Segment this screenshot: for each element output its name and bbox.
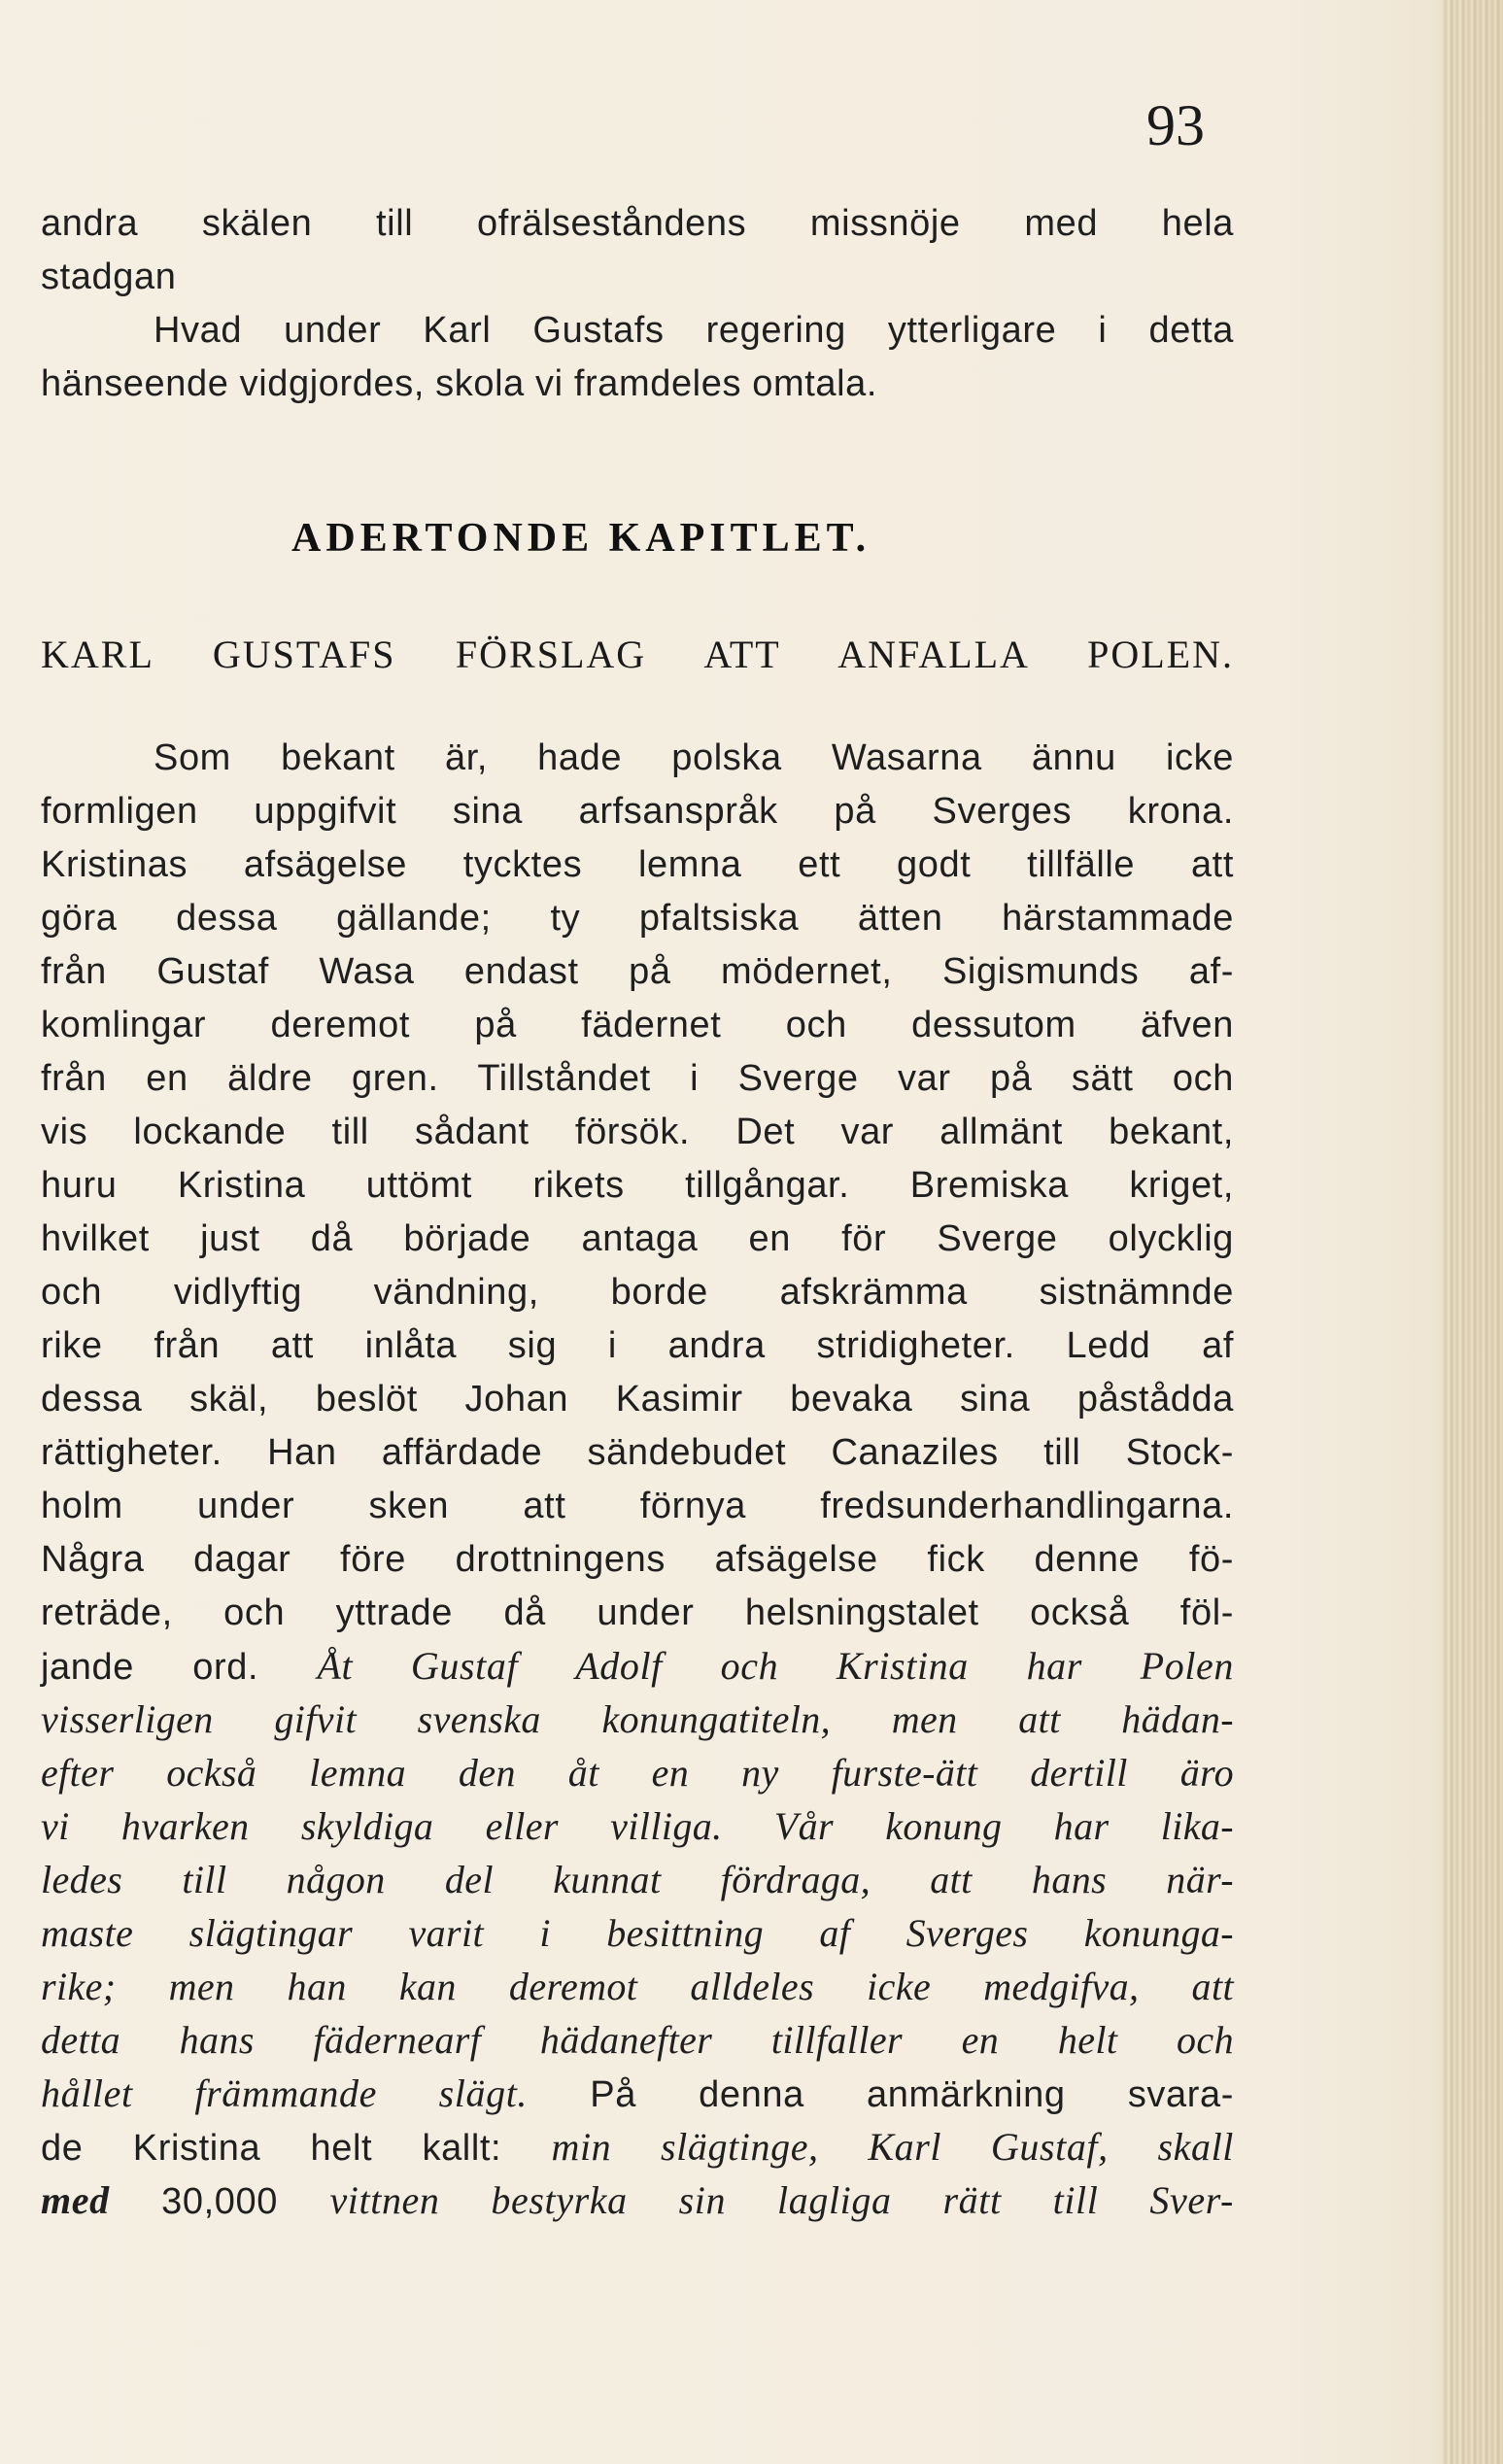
italic-line: detta hans fädernearf hädanefter tillfaller en helt och (41, 2018, 1234, 2062)
roman-segment: På denna anmärkning svara- (528, 2074, 1234, 2115)
body-line: holm under sken att förnya fredsunderhandlingarna. (41, 1486, 1234, 1526)
italic-segment: med (41, 2178, 110, 2222)
body-line: från Gustaf Wasa endast på mödernet, Sigismunds af- (41, 951, 1234, 992)
body-line: komlingar deremot på fädernet och dessutom äfven (41, 1005, 1234, 1045)
body-line: Som bekant är, hade polska Wasarna ännu icke (154, 737, 1234, 778)
italic-line: ledes till någon del kunnat fördraga, att hans när- (41, 1858, 1234, 1901)
italic-segment: min slägtinge, Karl Gustaf, skall (551, 2125, 1234, 2169)
mixed-line (41, 1642, 1234, 1691)
body-line: och vidlyftig vändning, borde afskrämma sistnämnde (41, 1272, 1234, 1313)
body-line: göra dessa gällande; ty pfaltsiska ätten härstammade (41, 898, 1234, 939)
italic-line: vi hvarken skyldiga eller villiga. Vår konung har lika- (41, 1804, 1234, 1848)
italic-segment: Åt Gustaf Adolf och Kristina har Polen (317, 1644, 1234, 1688)
body-line: huru Kristina uttömt rikets tillgångar. Bremiska kriget, (41, 1165, 1234, 1206)
body-line: hvilket just då började antaga en för Sverge olycklig (41, 1218, 1234, 1259)
body-line: Några dagar före drottningens afsägelse fick denne fö- (41, 1539, 1234, 1580)
roman-segment: de Kristina helt kallt: (41, 2128, 552, 2169)
body-line: reträde, och yttrade då under helsningstalet också föl- (41, 1592, 1234, 1633)
body-line: vis lockande till sådant försök. Det var allmänt bekant, (41, 1112, 1234, 1152)
italic-line: maste slägtingar varit i besittning af Sverges konunga- (41, 1911, 1234, 1955)
intro-line: hänseende vidgjordes, skola vi framdeles omtala. (41, 363, 878, 404)
body-line: formligen uppgifvit sina arfsanspråk på Sverges krona. (41, 791, 1234, 832)
mixed-line (41, 2176, 1234, 2225)
page-edge (1443, 0, 1503, 2464)
intro-line: andra skälen till ofrälseståndens missnöje med hela (41, 203, 1234, 244)
chapter-subheading: KARL GUSTAFS FÖRSLAG ATT ANFALLA POLEN. (41, 633, 1234, 676)
page-number: 93 (1146, 93, 1205, 157)
italic-line: efter också lemna den åt en ny furste-ätt dertill äro (41, 1751, 1234, 1795)
intro-line: stadgan (41, 257, 177, 297)
body-line: rike från att inlåta sig i andra stridigheter. Ledd af (41, 1325, 1234, 1366)
italic-segment: vittnen bestyrka sin lagliga rätt till Sver- (329, 2178, 1234, 2222)
chapter-heading: ADERTONDE KAPITLET. (291, 516, 871, 561)
roman-segment: jande ord. (41, 1647, 318, 1688)
body-line: från en äldre gren. Tillståndet i Sverge var på sätt och (41, 1058, 1234, 1099)
mixed-line (41, 2123, 1234, 2172)
body-line: Kristinas afsägelse tycktes lemna ett godt tillfälle att (41, 844, 1234, 885)
italic-segment: hållet främmande slägt. (41, 2071, 529, 2115)
body-line: rättigheter. Han affärdade sändebudet Canaziles till Stock- (41, 1432, 1234, 1473)
roman-segment: 30,000 (109, 2181, 330, 2222)
italic-line: rike; men han kan deremot alldeles icke medgifva, att (41, 1965, 1234, 2008)
body-line: dessa skäl, beslöt Johan Kasimir bevaka sina påstådda (41, 1379, 1234, 1420)
intro-line: Hvad under Karl Gustafs regering ytterligare i detta (154, 310, 1234, 351)
italic-line: visserligen gifvit svenska konungatiteln, men att hädan- (41, 1697, 1234, 1741)
mixed-line (41, 2070, 1234, 2118)
